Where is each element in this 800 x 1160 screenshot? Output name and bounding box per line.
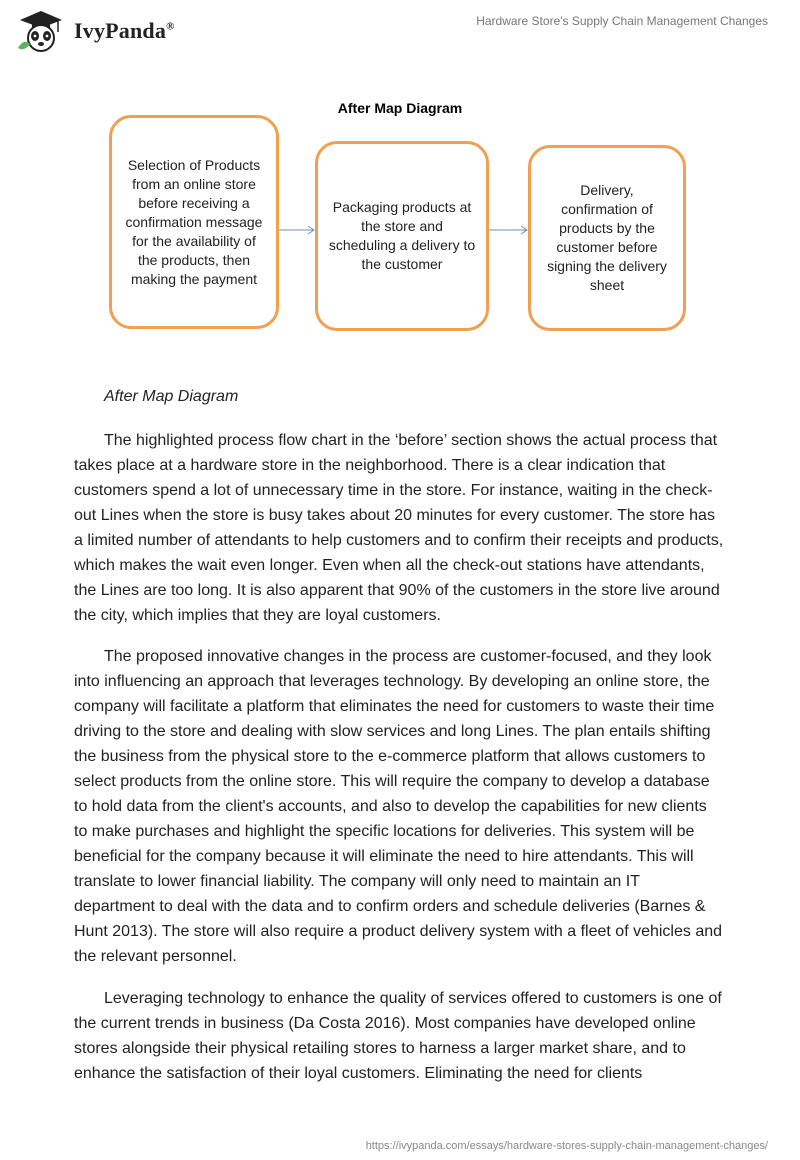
body-paragraph-3: Leveraging technology to enhance the quality of services offered to customers is one of the current trends in business (Da Costa 2016). Most companies have developed online stores alongside their physical retailing stores to harness a larger market share, and to enhance the satisfaction of their loyal customers. Eliminating the need for clients [74,990,722,1082]
ivypanda-logo[interactable] [14,8,194,54]
body-paragraph-2: The proposed innovative changes in the process are customer-focused, and they look into influencing an approach that leverages technology. By developing an online store, the company will facilitate a platform that eliminates the need for customers to waste their time driving to the store and dealing with slow services and long Lines. The plan entails shifting the business from the physical store to the e-commerce platform that allows customers to select products from the online store. This will require the company to develop a database to hold data from the client's accounts, and also to develop the capabilities for new clients to make purchases and highlight the specific locations for deliveries. This system will be beneficial for the company because it will eliminate the need to hire attendants. This will translate to lower financial liability. The company will only need to maintain an IT department to deal with the data and to confirm orders and schedule deliveries (Barnes & Hunt 2013). The store will also require a product delivery system with a fleet of vehicles and the relevant personnel. [74,648,723,965]
panda-mascot-icon [14,8,68,54]
diagram-title: After Map Diagram [337,100,463,116]
figure-caption: After Map Diagram [104,388,239,405]
diagram-step-1: Selection of Products from an online store before receiving a confirmation message for the availability of the products, then making the payment [109,115,279,329]
arrow-step2-to-step3 [489,224,530,236]
body-paragraph-1: The highlighted process flow chart in the ‘before’ section shows the actual process that takes place at a hardware store in the neighborhood. There is a clear indication that customers spend a lot of unnecessary time in the store. For instance, waiting in the check-out Lines when the store is busy takes about 20 minutes for every customer. The store has a limited number of attendants to help customers and to confirm their receipts and products, which makes the wait even longer. Even when all the check-out stations have attendants, the Lines are too long. It is also apparent that 90% of the customers in the store live around the city, which implies that they are loyal customers. [74,432,724,624]
logo-text: IvyPanda® [74,18,175,43]
arrow-step1-to-step2 [279,224,317,236]
diagram-step-3: Delivery, confirmation of products by the customer before signing the delivery sheet [528,145,686,331]
diagram-step-2: Packaging products at the store and scheduling a delivery to the customer [315,141,489,331]
page-header-title: Hardware Store's Supply Chain Management Changes [476,14,768,28]
source-url[interactable]: https://ivypanda.com/essays/hardware-stores-supply-chain-management-changes/ [365,1140,768,1152]
